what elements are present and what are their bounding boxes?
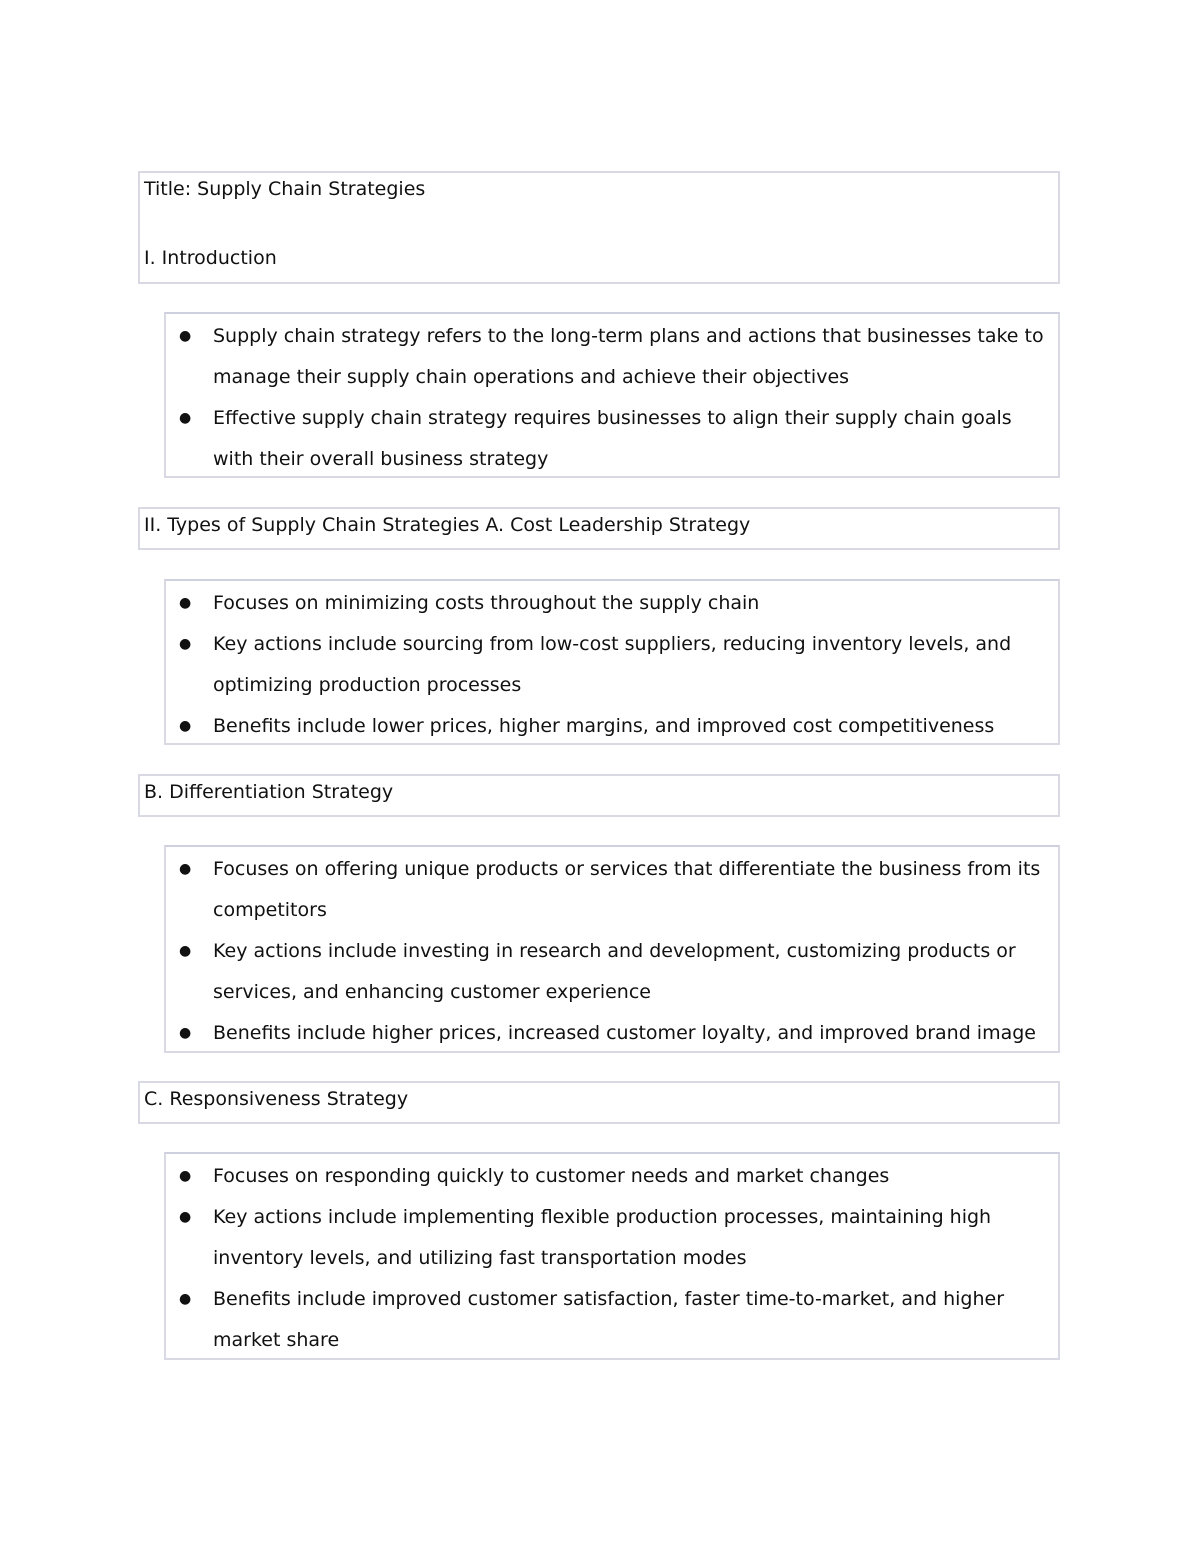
- bullet-icon: ●: [179, 943, 192, 959]
- section-heading-differentiation: B. Differentiation Strategy: [144, 781, 394, 803]
- list-item: ● Supply chain strategy refers to the long-term plans and actions that businesses take to manage their supply chain operations and achieve their objectives: [166, 316, 1054, 398]
- responsiveness-list: [166, 1156, 1054, 1361]
- differentiation-list-box: [164, 845, 1060, 1053]
- differentiation-heading-box: [138, 774, 1060, 817]
- list-item: ● Benefits include improved customer satisfaction, faster time-to-market, and higher market share: [166, 1279, 1054, 1361]
- cost-leadership-list-box: [164, 579, 1060, 745]
- list-item: ● Focuses on offering unique products or services that differentiate the business from its competitors: [166, 849, 1054, 931]
- bullet-icon: ●: [179, 595, 192, 611]
- types-heading-box: [138, 507, 1060, 550]
- responsiveness-list-box: [164, 1152, 1060, 1360]
- bullet-icon: ●: [179, 1168, 192, 1184]
- bullet-icon: ●: [179, 1291, 192, 1307]
- section-heading-responsiveness: C. Responsiveness Strategy: [144, 1088, 409, 1110]
- bullet-icon: ●: [179, 861, 192, 877]
- bullet-icon: ●: [179, 410, 192, 426]
- document-title: Title: Supply Chain Strategies: [144, 178, 426, 200]
- list-item: ● Effective supply chain strategy requires businesses to align their supply chain goals with their overall business strategy: [166, 398, 1054, 480]
- list-item: ● Key actions include sourcing from low-cost suppliers, reducing inventory levels, and optimizing production processes: [166, 624, 1054, 706]
- bullet-icon: ●: [179, 718, 192, 734]
- bullet-icon: ●: [179, 328, 192, 344]
- list-item: ● Focuses on minimizing costs throughout the supply chain: [166, 583, 1054, 624]
- bullet-icon: ●: [179, 636, 192, 652]
- cost-leadership-list: [166, 583, 1054, 747]
- list-item: ● Benefits include higher prices, increased customer loyalty, and improved brand image: [166, 1013, 1054, 1054]
- differentiation-list: [166, 849, 1054, 1054]
- list-item: ● Key actions include investing in research and development, customizing products or services, and enhancing customer experience: [166, 931, 1054, 1013]
- title-box: [138, 171, 1060, 284]
- list-item: ● Key actions include implementing flexible production processes, maintaining high inventory levels, and utilizing fast transportation modes: [166, 1197, 1054, 1279]
- bullet-icon: ●: [179, 1209, 192, 1225]
- introduction-list: [166, 316, 1054, 480]
- responsiveness-heading-box: [138, 1081, 1060, 1124]
- list-item: ● Benefits include lower prices, higher margins, and improved cost competitiveness: [166, 706, 1054, 747]
- section-heading-introduction: I. Introduction: [144, 247, 277, 269]
- section-heading-types: II. Types of Supply Chain Strategies A. Cost Leadership Strategy: [144, 514, 751, 536]
- introduction-list-box: [164, 312, 1060, 478]
- bullet-icon: ●: [179, 1025, 192, 1041]
- list-item: ● Focuses on responding quickly to customer needs and market changes: [166, 1156, 1054, 1197]
